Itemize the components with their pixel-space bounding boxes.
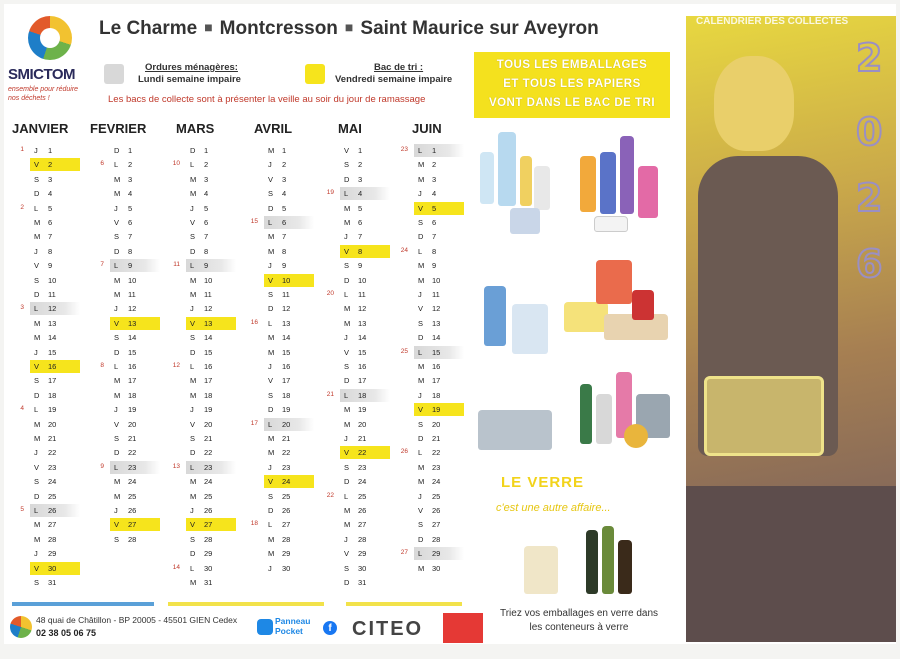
town-3: Saint Maurice sur Aveyron [360, 18, 599, 39]
day-mai-19: M 19 [344, 405, 367, 415]
day-fevrier-8: D 8 [114, 246, 133, 256]
day-juin-30: M 30 [418, 563, 441, 573]
week-number: 21 [326, 390, 334, 398]
week-number: 12 [172, 362, 180, 369]
week-number: 16 [250, 318, 258, 326]
year-digit-4: 6 [856, 242, 883, 286]
week-number: 2 [20, 203, 24, 211]
day-juin-21: D 21 [418, 434, 441, 443]
day-juin-13: S 13 [418, 318, 441, 328]
day-fevrier-1: D 1 [114, 146, 133, 155]
day-avril-17: V 17 [268, 376, 291, 386]
day-janvier-12: L 12 [30, 302, 80, 315]
week-number: 3 [20, 304, 24, 312]
day-mai-4: L 4 [340, 187, 390, 200]
day-avril-27: L 27 [268, 520, 291, 530]
month-header-mai: MAI [338, 121, 362, 136]
day-fevrier-5: J 5 [114, 203, 133, 213]
day-fevrier-23: L 23 [110, 461, 160, 474]
day-avril-4: S 4 [268, 189, 287, 199]
day-janvier-10: S 10 [34, 275, 57, 285]
day-juin-22: L 22 [418, 448, 441, 458]
week-number: 24 [400, 246, 408, 254]
day-janvier-22: J 22 [34, 448, 57, 458]
day-avril-8: M 8 [268, 246, 287, 256]
smictom-logo [8, 12, 88, 112]
sorting-banner [474, 52, 670, 118]
day-janvier-30: V 30 [30, 562, 80, 575]
day-fevrier-27: V 27 [110, 518, 160, 531]
day-fevrier-26: J 26 [114, 506, 137, 515]
day-avril-7: M 7 [268, 232, 287, 242]
day-avril-9: J 9 [268, 261, 287, 271]
day-mai-23: S 23 [344, 462, 367, 472]
day-fevrier-14: S 14 [114, 333, 137, 343]
day-mars-27: V 27 [186, 518, 236, 531]
day-fevrier-25: M 25 [114, 491, 137, 501]
day-mai-28: J 28 [344, 534, 367, 544]
day-fevrier-12: J 12 [114, 304, 137, 314]
panneau-pocket-icon [257, 619, 273, 635]
week-number: 9 [100, 462, 104, 470]
day-avril-3: V 3 [268, 174, 287, 184]
day-fevrier-2: L 2 [114, 160, 133, 170]
day-janvier-7: M 7 [34, 232, 53, 242]
day-mars-21: S 21 [190, 434, 213, 443]
year-digit-3: 2 [856, 176, 883, 220]
bar-blue [12, 602, 154, 606]
day-fevrier-9: L 9 [110, 259, 160, 272]
week-number: 23 [400, 146, 408, 153]
day-janvier-8: J 8 [34, 246, 53, 256]
day-mai-29: V 29 [344, 549, 367, 559]
day-fevrier-18: M 18 [114, 390, 137, 400]
day-mars-26: J 26 [190, 506, 213, 515]
day-fevrier-6: V 6 [114, 218, 133, 227]
day-juin-25: J 25 [418, 491, 441, 501]
day-mars-13: V 13 [186, 317, 236, 330]
day-fevrier-10: M 10 [114, 275, 137, 285]
smictom-logo-icon [28, 16, 72, 60]
day-avril-25: S 25 [268, 491, 291, 501]
banner-line-3: VONT DANS LE BAC DE TRI [488, 97, 656, 109]
day-mars-22: D 22 [190, 448, 213, 458]
day-juin-2: M 2 [418, 160, 437, 170]
week-number: 18 [250, 520, 258, 528]
day-mars-29: D 29 [190, 549, 213, 559]
day-fevrier-22: D 22 [114, 448, 137, 458]
day-mars-24: M 24 [190, 477, 213, 487]
week-number: 5 [20, 506, 24, 513]
day-juin-28: D 28 [418, 534, 441, 544]
calendar-title: CALENDRIER DES COLLECTES [696, 16, 849, 27]
verre-subtitle: c'est une autre affaire... [496, 502, 611, 514]
day-mai-12: M 12 [344, 304, 367, 314]
day-juin-9: M 9 [418, 261, 437, 271]
day-juin-19: V 19 [414, 403, 464, 416]
day-janvier-1: J 1 [34, 146, 53, 155]
banner-line-1: TOUS LES EMBALLAGES [496, 59, 648, 71]
day-mai-20: M 20 [344, 419, 367, 429]
day-juin-5: V 5 [414, 202, 464, 215]
day-mai-14: J 14 [344, 333, 367, 343]
day-mai-10: D 10 [344, 275, 367, 285]
day-avril-24: V 24 [264, 475, 314, 488]
bar-yellow-2 [346, 602, 462, 606]
footer-phone[interactable]: 02 38 05 06 75 [36, 628, 97, 638]
day-mars-1: D 1 [190, 146, 209, 155]
tri-schedule: Vendredi semaine impaire [335, 74, 453, 85]
week-number: 4 [20, 405, 24, 413]
day-mai-15: V 15 [344, 347, 367, 357]
month-header-janvier: JANVIER [12, 121, 69, 136]
day-mars-3: M 3 [190, 174, 209, 184]
day-mai-2: S 2 [344, 160, 363, 170]
verre-title: LE VERRE [501, 474, 585, 491]
day-mai-26: M 26 [344, 506, 367, 515]
day-juin-7: D 7 [418, 232, 437, 242]
month-header-avril: AVRIL [254, 121, 293, 136]
day-juin-17: M 17 [418, 376, 441, 386]
towns-title: Le Charme ■ Montcresson ■ Saint Maurice sur Aveyron [99, 18, 599, 39]
day-janvier-13: M 13 [34, 318, 57, 328]
day-fevrier-7: S 7 [114, 232, 133, 242]
day-avril-29: M 29 [268, 549, 291, 559]
day-avril-22: M 22 [268, 448, 291, 458]
week-number: 7 [100, 261, 104, 269]
day-juin-15: L 15 [414, 346, 464, 359]
day-mars-11: M 11 [190, 290, 212, 299]
day-fevrier-28: S 28 [114, 534, 137, 544]
logo-name: SMICTOM [8, 66, 76, 83]
week-number: 14 [172, 563, 180, 571]
day-mars-19: J 19 [190, 405, 213, 415]
day-mars-7: S 7 [190, 232, 209, 242]
week-number: 13 [172, 462, 180, 470]
day-janvier-5: L 5 [34, 203, 53, 213]
year-digit-2: 0 [856, 110, 883, 154]
tri-swatch [305, 64, 325, 84]
day-mars-2: L 2 [190, 160, 209, 170]
week-number: 8 [100, 362, 104, 369]
day-juin-24: M 24 [418, 477, 441, 487]
day-juin-8: L 8 [418, 246, 437, 256]
day-fevrier-4: M 4 [114, 189, 133, 199]
week-number: 20 [326, 290, 334, 297]
day-juin-18: J 18 [418, 390, 441, 400]
day-mai-18: L 18 [340, 389, 390, 402]
day-fevrier-11: M 11 [114, 290, 136, 299]
day-juin-11: J 11 [418, 290, 440, 299]
day-janvier-29: J 29 [34, 549, 57, 559]
day-mai-1: V 1 [344, 146, 363, 155]
day-janvier-16: V 16 [30, 360, 80, 373]
month-header-juin: JUIN [412, 121, 442, 136]
day-mars-23: L 23 [186, 461, 236, 474]
day-janvier-31: S 31 [34, 578, 57, 587]
day-juin-6: S 6 [418, 218, 437, 227]
day-janvier-23: V 23 [34, 462, 57, 472]
day-janvier-11: D 11 [34, 290, 56, 299]
day-avril-11: S 11 [268, 290, 290, 299]
day-mai-13: M 13 [344, 318, 367, 328]
glass-instructions: Triez vos emballages en verre dans les conteneurs à verre [499, 608, 659, 633]
day-mars-25: M 25 [190, 491, 213, 501]
day-avril-23: J 23 [268, 462, 291, 472]
week-number: 17 [250, 419, 258, 427]
metal-paper-packaging-image [476, 364, 676, 460]
day-fevrier-20: V 20 [114, 419, 137, 429]
day-janvier-20: M 20 [34, 419, 57, 429]
day-fevrier-16: L 16 [114, 362, 137, 371]
day-mars-6: V 6 [190, 218, 209, 227]
day-avril-20: L 20 [264, 418, 314, 431]
day-mai-22: V 22 [340, 446, 390, 459]
day-juin-23: M 23 [418, 462, 441, 472]
town-2: Montcresson [219, 18, 338, 39]
om-schedule: Lundi semaine impaire [138, 74, 241, 85]
day-avril-28: M 28 [268, 534, 291, 544]
banner-line-2: ET TOUS LES PAPIERS [503, 78, 641, 90]
day-fevrier-24: M 24 [114, 477, 137, 487]
week-number: 25 [400, 347, 408, 355]
day-juin-3: M 3 [418, 174, 437, 184]
day-mai-24: D 24 [344, 477, 367, 487]
day-mars-17: M 17 [190, 376, 213, 386]
day-janvier-18: D 18 [34, 390, 57, 400]
day-juin-1: L 1 [414, 144, 464, 157]
month-header-fevrier: FEVRIER [90, 121, 147, 136]
day-janvier-25: D 25 [34, 491, 57, 501]
day-janvier-9: V 9 [34, 261, 53, 271]
week-number: 27 [400, 549, 408, 557]
day-mai-25: L 25 [344, 491, 367, 501]
day-mars-18: M 18 [190, 390, 213, 400]
day-mai-21: J 21 [344, 434, 367, 443]
day-avril-6: L 6 [264, 216, 314, 229]
day-avril-16: J 16 [268, 362, 291, 371]
footer-logo-icon [10, 616, 32, 638]
om-title: Ordures ménagères: [145, 62, 238, 73]
day-mars-15: D 15 [190, 347, 213, 357]
day-janvier-6: M 6 [34, 218, 53, 227]
town-1: Le Charme [99, 18, 198, 39]
day-juin-10: M 10 [418, 275, 441, 285]
day-juin-16: M 16 [418, 362, 441, 371]
day-juin-27: S 27 [418, 520, 441, 530]
cover-photo [686, 16, 896, 642]
day-avril-30: J 30 [268, 563, 291, 573]
day-janvier-15: J 15 [34, 347, 57, 357]
day-mars-12: J 12 [190, 304, 213, 314]
om-swatch [104, 64, 124, 84]
day-avril-2: J 2 [268, 160, 287, 170]
day-mai-8: V 8 [340, 245, 390, 258]
day-fevrier-17: M 17 [114, 376, 137, 386]
logo-slogan: ensemble pour réduire nos déchets ! [8, 86, 79, 102]
day-mai-5: M 5 [344, 203, 363, 213]
cardboard-packaging-image [478, 254, 678, 364]
tri-title: Bac de tri : [374, 62, 424, 73]
day-mars-16: L 16 [190, 362, 213, 371]
week-number: 26 [400, 448, 408, 456]
day-fevrier-21: S 21 [114, 434, 137, 443]
week-number: 6 [100, 160, 104, 168]
day-mars-31: M 31 [190, 578, 213, 587]
day-janvier-19: L 19 [34, 405, 57, 415]
day-avril-13: L 13 [268, 318, 291, 328]
day-mai-16: S 16 [344, 362, 367, 371]
day-juin-4: J 4 [418, 189, 437, 199]
day-mai-7: J 7 [344, 232, 363, 242]
collection-notice: Les bacs de collecte sont à présenter la veille au soir du jour de ramassage [108, 94, 426, 105]
day-avril-19: D 19 [268, 405, 291, 415]
day-avril-15: M 15 [268, 347, 291, 357]
day-mai-3: D 3 [344, 174, 363, 184]
day-fevrier-13: V 13 [110, 317, 160, 330]
bar-yellow [168, 602, 324, 606]
day-janvier-27: M 27 [34, 520, 57, 530]
day-janvier-3: S 3 [34, 174, 53, 184]
week-number: 11 [173, 261, 180, 269]
day-juin-26: V 26 [418, 506, 441, 515]
day-fevrier-3: M 3 [114, 174, 133, 184]
day-mars-10: M 10 [190, 275, 213, 285]
panneau-pocket-label: Panneau Pocket [275, 616, 311, 636]
day-fevrier-19: J 19 [114, 405, 137, 415]
day-mai-11: L 11 [344, 290, 366, 299]
day-janvier-17: S 17 [34, 376, 57, 386]
day-mai-30: S 30 [344, 563, 367, 573]
year-digit-1: 2 [856, 36, 883, 80]
facebook-icon[interactable]: f [323, 621, 337, 635]
day-avril-10: V 10 [264, 274, 314, 287]
day-avril-5: D 5 [268, 203, 287, 213]
week-number: 1 [20, 146, 24, 153]
day-avril-21: M 21 [268, 434, 291, 443]
day-mai-6: M 6 [344, 218, 363, 227]
week-number: 10 [172, 160, 180, 168]
day-avril-12: D 12 [268, 304, 291, 314]
glass-bottles-image [518, 526, 648, 600]
day-janvier-2: V 2 [30, 158, 80, 171]
day-mai-31: D 31 [344, 578, 367, 587]
day-mars-5: J 5 [190, 203, 209, 213]
day-janvier-21: M 21 [34, 434, 57, 443]
day-mai-27: M 27 [344, 520, 367, 530]
day-mars-14: S 14 [190, 333, 213, 343]
day-mars-9: L 9 [186, 259, 236, 272]
day-janvier-24: S 24 [34, 477, 57, 487]
day-mars-8: D 8 [190, 246, 209, 256]
day-mai-9: S 9 [344, 261, 363, 271]
on-me-lache-pas-logo [443, 613, 483, 643]
citeo-logo: CITEO [352, 618, 424, 640]
day-janvier-14: M 14 [34, 333, 57, 343]
day-janvier-4: D 4 [34, 189, 53, 199]
day-mars-4: M 4 [190, 189, 209, 199]
calendar-sheet [4, 4, 896, 644]
week-number: 22 [326, 491, 334, 499]
day-avril-26: D 26 [268, 506, 291, 515]
day-juin-20: S 20 [418, 419, 441, 429]
week-number: 15 [250, 218, 258, 225]
day-mars-30: L 30 [190, 563, 213, 573]
footer-address: 48 quai de Châtillon - BP 20005 - 45501 GIEN Cedex [36, 615, 238, 625]
day-janvier-28: M 28 [34, 534, 57, 544]
week-number: 19 [326, 189, 334, 197]
month-header-mars: MARS [176, 121, 215, 136]
day-juin-12: V 12 [418, 304, 441, 314]
day-juin-29: L 29 [414, 547, 464, 560]
day-fevrier-15: D 15 [114, 347, 137, 357]
day-mars-28: S 28 [190, 534, 213, 544]
day-avril-14: M 14 [268, 333, 291, 343]
plastic-packaging-image [476, 126, 676, 254]
day-avril-1: M 1 [268, 146, 287, 155]
day-juin-14: D 14 [418, 333, 441, 343]
day-mai-17: D 17 [344, 376, 367, 386]
day-avril-18: S 18 [268, 390, 291, 400]
day-janvier-26: L 26 [30, 504, 80, 517]
day-mars-20: V 20 [190, 419, 213, 429]
